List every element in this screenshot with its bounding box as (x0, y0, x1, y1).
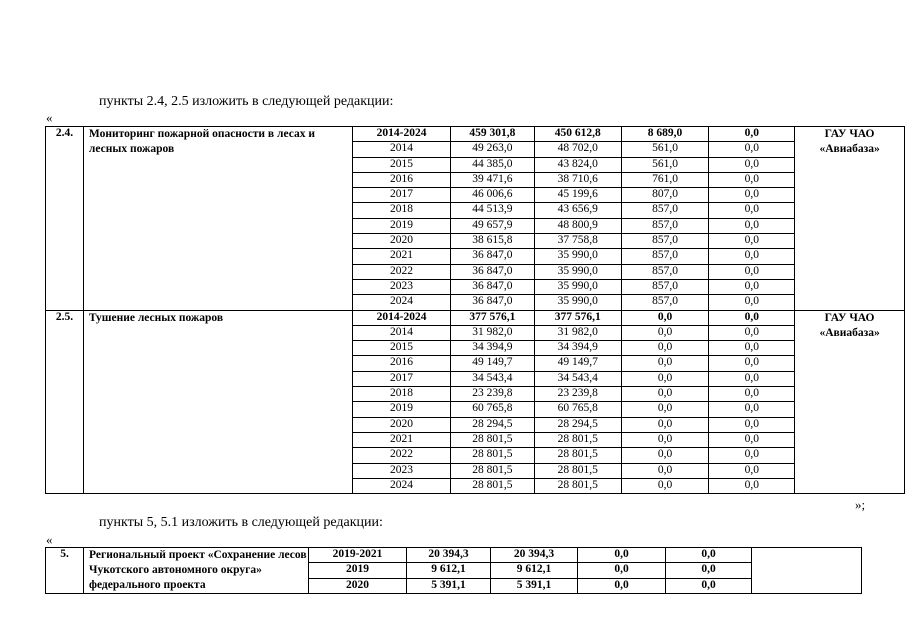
cell-total: 36 847,0 (450, 264, 534, 279)
cell-federal: 0,0 (621, 371, 709, 386)
cell-other: 0,0 (709, 295, 795, 310)
cell-period: 2023 (353, 463, 451, 478)
cell-other: 0,0 (709, 341, 795, 356)
cell-other: 0,0 (709, 371, 795, 386)
cell-other: 0,0 (666, 578, 752, 593)
cell-period: 2021 (353, 432, 451, 447)
cell-other: 0,0 (709, 127, 795, 142)
cell-regional: 23 239,8 (534, 387, 621, 402)
cell-total: 36 847,0 (450, 249, 534, 264)
cell-regional: 49 149,7 (534, 356, 621, 371)
cell-regional: 34 543,4 (534, 371, 621, 386)
cell-period: 2024 (353, 295, 451, 310)
cell-period: 2020 (309, 578, 407, 593)
cell-other: 0,0 (709, 279, 795, 294)
cell-period: 2021 (353, 249, 451, 264)
cell-total: 49 263,0 (450, 142, 534, 157)
cell-other: 0,0 (709, 203, 795, 218)
cell-total: 46 006,6 (450, 188, 534, 203)
cell-federal: 0,0 (621, 356, 709, 371)
cell-regional: 28 801,5 (534, 463, 621, 478)
cell-regional: 48 800,9 (534, 218, 621, 233)
item-2-5-number: 2.5. (46, 310, 84, 494)
cell-total: 44 385,0 (450, 157, 534, 172)
cell-regional: 28 801,5 (534, 432, 621, 447)
cell-period: 2017 (353, 188, 451, 203)
cell-total: 28 801,5 (450, 463, 534, 478)
section2-open-quote: « (46, 532, 53, 547)
cell-regional: 48 702,0 (534, 142, 621, 157)
cell-other: 0,0 (709, 432, 795, 447)
cell-federal: 857,0 (621, 234, 709, 249)
cell-other: 0,0 (709, 218, 795, 233)
cell-period: 2014-2024 (353, 310, 451, 325)
item-2-5-name: Тушение лесных пожаров (83, 310, 352, 494)
cell-total: 44 513,9 (450, 203, 534, 218)
cell-period: 2015 (353, 157, 451, 172)
cell-regional: 34 394,9 (534, 341, 621, 356)
cell-federal: 561,0 (621, 157, 709, 172)
item-2-4-number: 2.4. (46, 127, 84, 311)
cell-federal: 761,0 (621, 172, 709, 187)
cell-federal: 857,0 (621, 264, 709, 279)
cell-regional: 60 765,8 (534, 402, 621, 417)
cell-period: 2020 (353, 234, 451, 249)
item-2-4-executor: ГАУ ЧАО «Авиабаза» (795, 127, 905, 311)
cell-federal: 0,0 (621, 432, 709, 447)
cell-period: 2024 (353, 478, 451, 493)
cell-total: 20 394,3 (407, 548, 491, 563)
cell-federal: 0,0 (621, 402, 709, 417)
cell-period: 2014 (353, 325, 451, 340)
cell-period: 2019-2021 (309, 548, 407, 563)
cell-other: 0,0 (709, 172, 795, 187)
cell-total: 60 765,8 (450, 402, 534, 417)
item-5-number: 5. (46, 548, 84, 594)
cell-total: 28 801,5 (450, 478, 534, 493)
cell-other: 0,0 (709, 356, 795, 371)
cell-regional: 37 758,8 (534, 234, 621, 249)
cell-federal: 0,0 (578, 548, 666, 563)
cell-other: 0,0 (709, 157, 795, 172)
cell-federal: 0,0 (621, 478, 709, 493)
cell-other: 0,0 (709, 188, 795, 203)
cell-period: 2018 (353, 387, 451, 402)
cell-federal: 857,0 (621, 249, 709, 264)
cell-period: 2022 (353, 448, 451, 463)
cell-federal: 857,0 (621, 295, 709, 310)
cell-total: 39 471,6 (450, 172, 534, 187)
cell-total: 377 576,1 (450, 310, 534, 325)
cell-regional: 43 656,9 (534, 203, 621, 218)
table-row (46, 127, 905, 142)
cell-other: 0,0 (709, 387, 795, 402)
cell-regional: 45 199,6 (534, 188, 621, 203)
cell-period: 2016 (353, 172, 451, 187)
cell-total: 5 391,1 (407, 578, 491, 593)
cell-federal: 0,0 (621, 310, 709, 325)
cell-other: 0,0 (666, 548, 752, 563)
cell-federal: 0,0 (621, 417, 709, 432)
cell-total: 23 239,8 (450, 387, 534, 402)
table-row (46, 548, 862, 563)
cell-regional: 9 612,1 (491, 563, 578, 578)
cell-total: 38 615,8 (450, 234, 534, 249)
cell-regional: 28 801,5 (534, 448, 621, 463)
cell-regional: 35 990,0 (534, 249, 621, 264)
cell-period: 2023 (353, 279, 451, 294)
cell-federal: 0,0 (621, 463, 709, 478)
cell-other: 0,0 (709, 249, 795, 264)
cell-total: 34 394,9 (450, 341, 534, 356)
item-2-5-executor: ГАУ ЧАО «Авиабаза» (795, 310, 905, 494)
cell-federal: 0,0 (621, 448, 709, 463)
section1-close-quote: »; (855, 497, 866, 512)
item-2-4-name: Мониторинг пожарной опасности в лесах и лесных пожаров (83, 127, 352, 311)
cell-period: 2016 (353, 356, 451, 371)
cell-period: 2015 (353, 341, 451, 356)
cell-federal: 0,0 (578, 563, 666, 578)
cell-federal: 857,0 (621, 218, 709, 233)
cell-other: 0,0 (709, 325, 795, 340)
cell-regional: 5 391,1 (491, 578, 578, 593)
cell-total: 31 982,0 (450, 325, 534, 340)
table-row (46, 310, 905, 325)
cell-total: 28 294,5 (450, 417, 534, 432)
cell-other: 0,0 (709, 417, 795, 432)
cell-period: 2018 (353, 203, 451, 218)
cell-federal: 561,0 (621, 142, 709, 157)
cell-federal: 857,0 (621, 279, 709, 294)
cell-regional: 38 710,6 (534, 172, 621, 187)
cell-federal: 0,0 (578, 578, 666, 593)
cell-regional: 35 990,0 (534, 279, 621, 294)
cell-other: 0,0 (709, 463, 795, 478)
item-5-executor (752, 548, 862, 594)
cell-period: 2019 (309, 563, 407, 578)
cell-federal: 8 689,0 (621, 127, 709, 142)
cell-regional: 28 294,5 (534, 417, 621, 432)
cell-regional: 20 394,3 (491, 548, 578, 563)
cell-regional: 450 612,8 (534, 127, 621, 142)
cell-total: 49 657,9 (450, 218, 534, 233)
cell-regional: 43 824,0 (534, 157, 621, 172)
project-table (45, 547, 862, 594)
cell-period: 2019 (353, 218, 451, 233)
section1-open-quote: « (46, 110, 53, 125)
item-5-name: Региональный проект «Сохранение лесов Чукотского автономного округа» федерального проекта (84, 548, 309, 594)
cell-other: 0,0 (709, 402, 795, 417)
cell-other: 0,0 (709, 264, 795, 279)
cell-other: 0,0 (709, 448, 795, 463)
cell-regional: 31 982,0 (534, 325, 621, 340)
cell-total: 49 149,7 (450, 356, 534, 371)
cell-period: 2014-2024 (353, 127, 451, 142)
measures-table (45, 126, 905, 494)
section2-intro: пункты 5, 5.1 изложить в следующей редакции: (99, 515, 383, 530)
cell-other: 0,0 (709, 142, 795, 157)
cell-other: 0,0 (709, 234, 795, 249)
cell-regional: 35 990,0 (534, 264, 621, 279)
cell-period: 2020 (353, 417, 451, 432)
cell-federal: 857,0 (621, 203, 709, 218)
cell-regional: 28 801,5 (534, 478, 621, 493)
cell-federal: 0,0 (621, 325, 709, 340)
cell-federal: 807,0 (621, 188, 709, 203)
cell-period: 2022 (353, 264, 451, 279)
cell-other: 0,0 (666, 563, 752, 578)
cell-total: 36 847,0 (450, 279, 534, 294)
cell-total: 9 612,1 (407, 563, 491, 578)
cell-total: 28 801,5 (450, 448, 534, 463)
cell-regional: 35 990,0 (534, 295, 621, 310)
cell-other: 0,0 (709, 310, 795, 325)
cell-period: 2019 (353, 402, 451, 417)
cell-federal: 0,0 (621, 387, 709, 402)
cell-total: 34 543,4 (450, 371, 534, 386)
cell-total: 28 801,5 (450, 432, 534, 447)
cell-regional: 377 576,1 (534, 310, 621, 325)
cell-period: 2017 (353, 371, 451, 386)
section1-intro: пункты 2.4, 2.5 изложить в следующей редакции: (99, 94, 394, 109)
cell-other: 0,0 (709, 478, 795, 493)
cell-total: 459 301,8 (450, 127, 534, 142)
cell-federal: 0,0 (621, 341, 709, 356)
cell-period: 2014 (353, 142, 451, 157)
cell-total: 36 847,0 (450, 295, 534, 310)
